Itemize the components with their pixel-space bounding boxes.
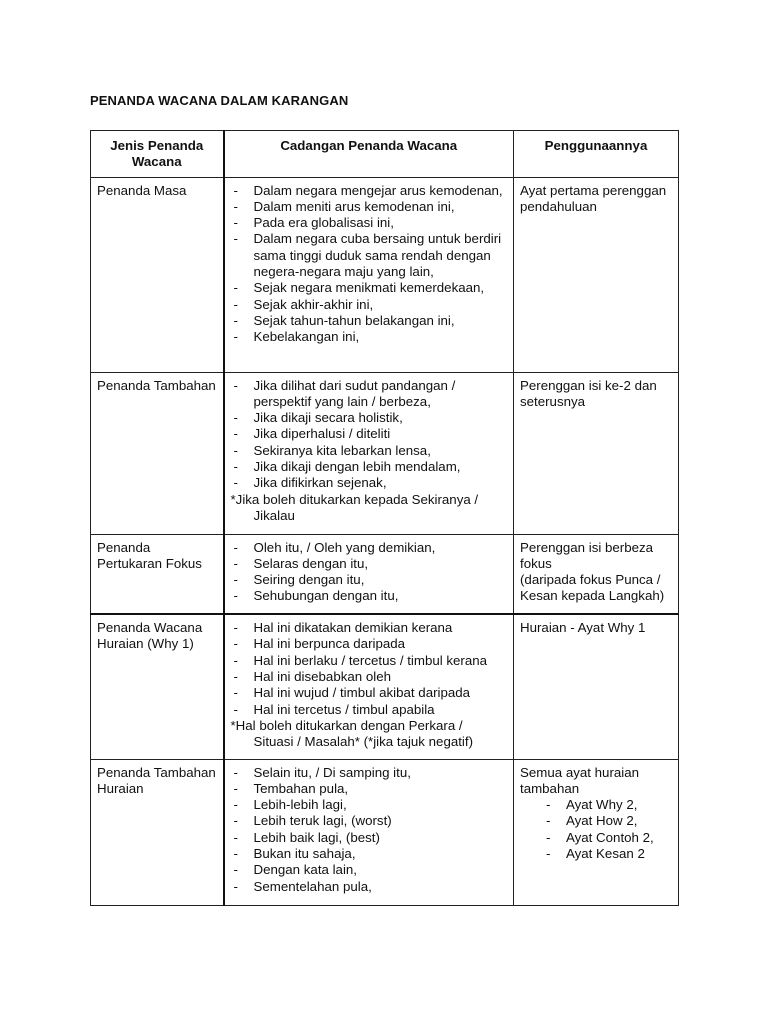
list-item: - Lebih-lebih lagi, <box>231 797 508 813</box>
row-suggestions <box>224 614 514 759</box>
list-item: - Sejak negara menikmati kemerdekaan, <box>231 280 508 296</box>
row-type: Penanda Tambahan Huraian <box>91 759 224 905</box>
table-header-row <box>91 131 679 178</box>
list-item: - Bukan itu sahaja, <box>231 846 508 862</box>
row-usage: Perenggan isi ke-2 dan seterusnya <box>514 372 679 534</box>
row-usage: Ayat pertama perenggan pendahuluan <box>514 177 679 372</box>
list-item: - Seiring dengan itu, <box>231 572 508 588</box>
row-usage <box>514 759 679 905</box>
list-item: - Sejak tahun-tahun belakangan ini, <box>231 313 508 329</box>
list-item: - Hal ini dikatakan demikian kerana <box>231 620 508 636</box>
document-title: PENANDA WACANA DALAM KARANGAN <box>90 93 349 108</box>
list-item: - Ayat Why 2, <box>543 797 672 813</box>
list-item: - Hal ini tercetus / timbul apabila <box>231 702 508 718</box>
row-usage <box>514 534 679 614</box>
list-item: - Hal ini wujud / timbul akibat daripada <box>231 685 508 701</box>
list-item: - Lebih teruk lagi, (worst) <box>231 813 508 829</box>
table-row <box>91 759 679 905</box>
suggestion-list <box>231 540 508 605</box>
usage-text: Semua ayat huraian tambahan <box>520 764 640 796</box>
list-item: - Hal ini berlaku / tercetus / timbul kerana <box>231 653 508 669</box>
list-item: - Lebih baik lagi, (best) <box>231 830 508 846</box>
table-row <box>91 534 679 614</box>
discourse-marker-table <box>90 130 679 906</box>
usage-list <box>520 797 672 862</box>
list-item: - Dalam negara mengejar arus kemodenan, <box>231 183 508 199</box>
suggestion-list <box>231 765 508 895</box>
suggestion-list <box>231 620 508 718</box>
list-item: - Sejak akhir-akhir ini, <box>231 297 508 313</box>
list-item: - Jika dilihat dari sudut pandangan / perspektif yang lain / berbeza, <box>231 378 508 411</box>
list-item: - Selaras dengan itu, <box>231 556 508 572</box>
list-item: - Sekiranya kita lebarkan lensa, <box>231 443 508 459</box>
usage-text: Perenggan isi berbeza fokus <box>520 539 654 571</box>
list-item: - Kebelakangan ini, <box>231 329 508 345</box>
note-text: *Hal boleh ditukarkan dengan Perkara / <box>230 717 463 733</box>
table-row <box>91 372 679 534</box>
note-text: Situasi / Masalah* (*jika tajuk negatif) <box>253 734 474 750</box>
list-item: - Dalam negara cuba bersaing untuk berdiri sama tinggi duduk sama rendah dengan negera-negara maju yang lain, <box>231 231 508 280</box>
suggestion-list <box>231 183 508 346</box>
row-usage: Huraian - Ayat Why 1 <box>514 614 679 759</box>
list-item: - Oleh itu, / Oleh yang demikian, <box>231 540 508 556</box>
list-item: - Ayat Contoh 2, <box>543 830 672 846</box>
row-suggestions <box>224 534 514 614</box>
row-type: Penanda Wacana Huraian (Why 1) <box>91 614 224 759</box>
header-suggestions: Cadangan Penanda Wacana <box>224 131 514 178</box>
list-item: - Dalam meniti arus kemodenan ini, <box>231 199 508 215</box>
list-item: - Selain itu, / Di samping itu, <box>231 765 508 781</box>
list-item: - Jika dikaji secara holistik, <box>231 410 508 426</box>
list-item: - Sementelahan pula, <box>231 879 508 895</box>
list-item: - Dengan kata lain, <box>231 862 508 878</box>
suggestion-list <box>231 378 508 492</box>
row-type: Penanda Tambahan <box>91 372 224 534</box>
row-type: Penanda Masa <box>91 177 224 372</box>
table-row <box>91 177 679 372</box>
list-item: - Jika diperhalusi / diteliti <box>231 426 508 442</box>
row-suggestions <box>224 759 514 905</box>
header-type: Jenis Penanda Wacana <box>91 131 224 178</box>
list-item: - Sehubungan dengan itu, <box>231 588 508 604</box>
list-item: - Hal ini disebabkan oleh <box>231 669 508 685</box>
list-item: - Pada era globalisasi ini, <box>231 215 508 231</box>
table-row <box>91 614 679 759</box>
list-item: - Ayat How 2, <box>543 813 672 829</box>
note-text: Jikalau <box>253 507 295 523</box>
list-item: - Jika dikaji dengan lebih mendalam, <box>231 459 508 475</box>
row-suggestions <box>224 372 514 534</box>
usage-text: (daripada fokus Punca / Kesan kepada Langkah) <box>520 572 665 604</box>
row-type: Penanda Pertukaran Fokus <box>91 534 224 614</box>
list-item: - Jika difikirkan sejenak, <box>231 475 508 491</box>
header-usage: Penggunaannya <box>514 131 679 178</box>
list-item: - Ayat Kesan 2 <box>543 846 672 862</box>
list-item: - Hal ini berpunca daripada <box>231 636 508 652</box>
row-suggestions <box>224 177 514 372</box>
note-text: *Jika boleh ditukarkan kepada Sekiranya / <box>230 491 479 507</box>
list-item: - Tembahan pula, <box>231 781 508 797</box>
